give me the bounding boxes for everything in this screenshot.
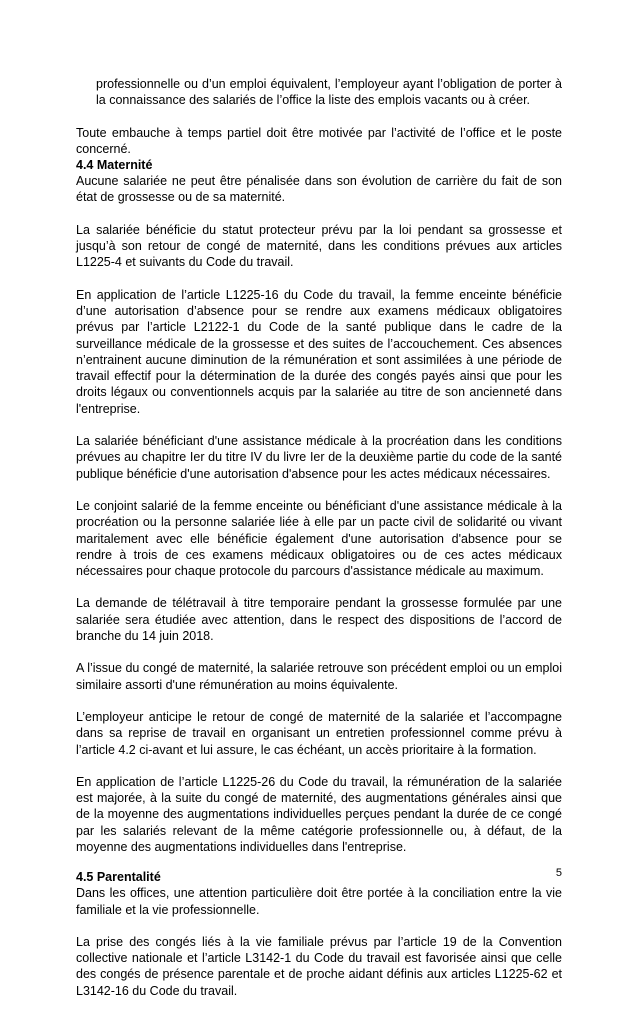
section-heading-maternite: 4.4 Maternité [76,158,153,173]
document-body [76,76,562,1015]
paragraph: La salariée bénéficie du statut protecteur prévu par la loi pendant sa grossesse et jusqu’à son retour de congé de maternité, dans les conditions prévues aux articles L1225-4 et suivants du Code du travail. [76,222,562,270]
page-number: 5 [555,867,562,879]
paragraph: La prise des congés liés à la vie familiale prévus par l’article 19 de la Convention collective nationale et l’article L3142-1 du Code du travail est favorisée ainsi que celle des congés de présence parentale et de proche aidant définis aux articles L1225-62 et L3142-16 du Code du travail. [76,934,562,998]
paragraph: A l’issue du congé de maternité, la salariée retrouve son précédent emploi ou un emploi similaire assorti d'une rémunération au moins équivalente. [76,661,562,692]
paragraph: L’employeur anticipe le retour de congé de maternité de la salariée et l’accompagne dans sa reprise de travail en organisant un entretien professionnel comme prévu à l’article 4.2 ci-avant et lui assure, le cas échéant, un accès prioritaire à la formation. [76,709,562,757]
continued-list-item: professionnelle ou d’un emploi équivalent, l’employeur ayant l’obligation de porter à la connaissance des salariés de l’office la liste des emplois vacants ou à créer. [96,77,562,108]
paragraph: Aucune salariée ne peut être pénalisée dans son évolution de carrière du fait de son état de grossesse ou de sa maternité. [76,174,562,205]
section-heading-parentalite: 4.5 Parentalité [76,870,161,885]
paragraph: Dans les offices, une attention particulière doit être portée à la conciliation entre la vie familiale et la vie professionnelle. [76,886,562,917]
paragraph: La salariée bénéficiant d'une assistance médicale à la procréation dans les conditions prévues au chapitre Ier du titre IV du livre Ier de la deuxième partie du code de la santé publique bénéficie d'une autorisation d'absence pour les actes médicaux nécessaires. [76,434,562,481]
part-time-paragraph: Toute embauche à temps partiel doit être motivée par l’activité de l’office et le poste concerné. [76,125,562,156]
paragraph: Le conjoint salarié de la femme enceinte ou bénéficiant d'une assistance médicale à la procréation ou la personne salariée liée à elle par un pacte civil de solidarité ou vivant maritalement avec elle bénéficie également d'une autorisation d'absence pour se rendre à trois de ces examens médicaux obligatoires ou de ces actes médicaux nécessaires pour chaque protocole du parcours d'assistance médicale au maximum. [76,498,562,579]
paragraph: En application de l’article L1225-26 du Code du travail, la rémunération de la salariée est majorée, à la suite du congé de maternité, des augmentations générales ainsi que de la moyenne des augmentations individuelles perçues pendant la durée de ce congé par les salariés relevant de la même catégorie professionnelle ou, à défaut, de la moyenne des augmentations individuelles dans l'entreprise. [76,774,562,854]
paragraph: En application de l’article L1225-16 du Code du travail, la femme enceinte bénéficie d’une autorisation d’absence pour se rendre aux examens médicaux obligatoires prévus par l’article L2122-1 du Code de la santé publique dans le cadre de la surveillance médicale de la grossesse et des suites de l’accouchement. Ces absences n’entrainent aucune diminution de la rémunération et sont assimilées à une période de travail effectif pour la détermination de la durée des congés payés ainsi que pour les droits légaux ou conventionnels acquis par la salariée au titre de son ancienneté dans l'entreprise. [76,287,562,416]
paragraph: La demande de télétravail à titre temporaire pendant la grossesse formulée par une salariée sera étudiée avec attention, dans le respect des dispositions de l’accord de branche du 14 juin 2018. [76,596,562,644]
